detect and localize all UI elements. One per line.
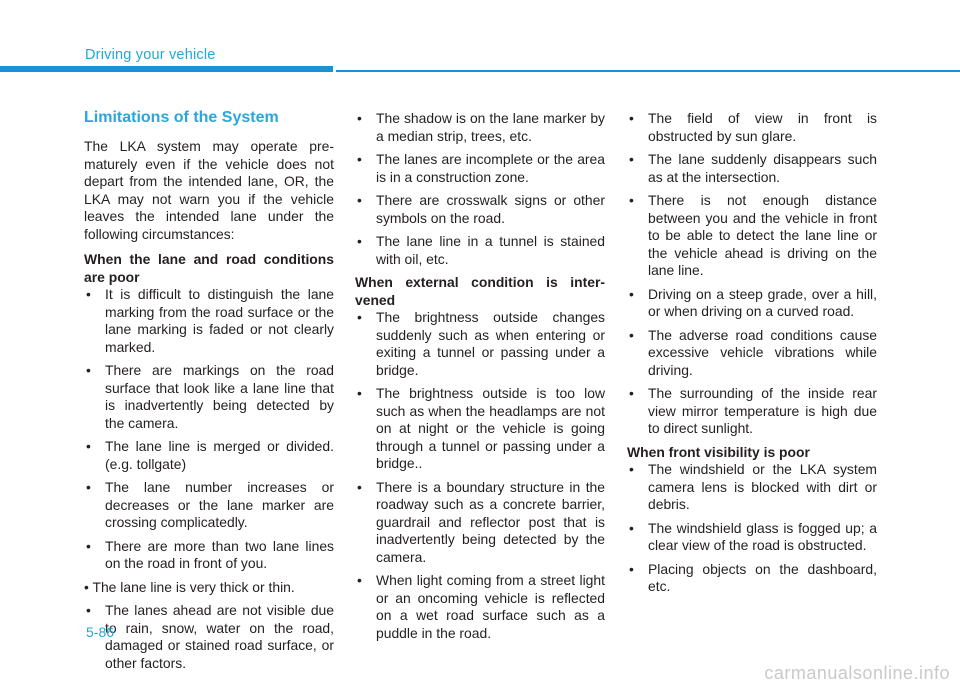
- list-item-text: There is not enough distance between you and the vehicle in front to be able to detect the lane line or the vehicle ahead is driving on the lane line.: [648, 192, 877, 278]
- column-2: [355, 110, 605, 648]
- list-item-text: The lanes are incomplete or the area is in a construction zone.: [376, 151, 605, 185]
- list-item-text: The brightness outside changes suddenly such as when entering or exiting a tunnel or passing under a bridge.: [376, 309, 605, 378]
- list-item-text: The field of view in front is obstructed by sun glare.: [648, 110, 877, 144]
- list-item-text: The brightness outside is too low such as when the headlamps are not on at night or the vehicle is going through a tunnel or passing under a bridge..: [376, 385, 605, 471]
- list-item-text: When light coming from a street light or an oncoming vehicle is reflected on a wet road surface such as a puddle in the road.: [376, 572, 605, 641]
- bullet-list: [627, 461, 877, 596]
- list-item-text: Driving on a steep grade, over a hill, or when driving on a curved road.: [648, 285, 877, 319]
- list-item-text: The lane line in a tunnel is stained with oil, etc.: [376, 233, 605, 267]
- list-item: [627, 461, 877, 514]
- list-item-text: The lane suddenly disappears such as at the intersection.: [648, 151, 877, 185]
- list-item: [84, 438, 334, 473]
- list-item: [84, 538, 334, 573]
- bullet-glyph: •: [629, 385, 634, 401]
- list-item: [355, 233, 605, 268]
- list-item-text: There are markings on the road surface that look like a lane line that is inadvertently being detected by the camera.: [105, 362, 334, 431]
- bullet-glyph: •: [86, 537, 91, 554]
- bullet-glyph: •: [86, 479, 91, 495]
- list-item-text: It is difficult to distinguish the lane marking from the road surface or the lane marking is faded or not clearly marked.: [105, 286, 334, 355]
- list-item: [627, 286, 877, 321]
- list-item-text: The adverse road conditions cause excessive vehicle vibrations while driving.: [648, 326, 877, 378]
- list-item-text: There are more than two lane lines on the road in front of you.: [105, 537, 334, 571]
- bullet-glyph: •: [86, 362, 91, 378]
- list-item: [627, 110, 877, 145]
- subheading-lane-road-conditions: When the lane and road conditions are poor: [84, 251, 334, 285]
- watermark: carmanualsonline.info: [764, 663, 950, 683]
- list-item: [627, 561, 877, 596]
- list-item-unindented: • The lane line is very thick or thin.: [84, 578, 295, 595]
- page-number: 5-86: [86, 624, 115, 640]
- list-item: [355, 110, 605, 145]
- subheading-external-condition: When external condition is intervened: [355, 274, 605, 308]
- bullet-list: [627, 110, 877, 438]
- bullet-list: [84, 602, 334, 672]
- list-item: [84, 602, 334, 672]
- bullet-glyph: •: [86, 438, 91, 454]
- bullet-glyph: •: [629, 461, 634, 477]
- bullet-glyph: •: [357, 151, 362, 167]
- list-item-text: The windshield glass is fogged up; a clear view of the road is obstructed.: [648, 519, 877, 553]
- bullet-glyph: •: [629, 285, 634, 302]
- list-item: [355, 309, 605, 379]
- column-3: [627, 110, 877, 602]
- bullet-glyph: •: [357, 233, 362, 249]
- list-item: [627, 151, 877, 186]
- list-item-text: The lane line is merged or divided. (e.g. tollgate): [105, 438, 334, 472]
- list-item-text: The shadow is on the lane marker by a median strip, trees, etc.: [376, 110, 605, 144]
- subheading-front-visibility: When front visibility is poor: [627, 443, 810, 460]
- list-item-text: The lanes ahead are not visible due to rain, snow, water on the road, damaged or stained road surface, or other factors.: [105, 602, 334, 671]
- bullet-glyph: •: [86, 602, 91, 618]
- bullet-glyph: •: [357, 478, 362, 495]
- header-rule-thin: [336, 70, 960, 72]
- column-1: [84, 108, 334, 678]
- bullet-glyph: •: [629, 519, 634, 536]
- intro-paragraph: The LKA system may operate prematurely even if the vehicle does not depart from the intended lane, OR, the LKA may not warn you if the vehicle leaves the intended lane under the following circumstances:: [84, 138, 334, 242]
- list-item: [627, 520, 877, 555]
- list-item-text: The windshield or the LKA system camera lens is blocked with dirt or debris.: [648, 461, 877, 512]
- list-item: [84, 286, 334, 356]
- list-item-text: The lane number increases or decreases or the lane marker are crossing complicatedly.: [105, 479, 334, 530]
- bullet-glyph: •: [357, 572, 362, 588]
- list-item: [627, 192, 877, 280]
- list-item: [355, 385, 605, 473]
- list-item: [627, 327, 877, 380]
- running-header: Driving your vehicle: [85, 47, 216, 63]
- bullet-glyph: •: [629, 110, 634, 126]
- bullet-glyph: •: [629, 560, 634, 577]
- list-item-text: Placing objects on the dashboard, etc.: [648, 560, 877, 594]
- bullet-glyph: •: [629, 151, 634, 167]
- bullet-glyph: •: [357, 309, 362, 325]
- list-item: [355, 151, 605, 186]
- list-item: [627, 385, 877, 438]
- bullet-glyph: •: [357, 192, 362, 208]
- header-rule-thick: [0, 66, 333, 72]
- bullet-glyph: •: [357, 385, 362, 401]
- bullet-glyph: •: [629, 326, 634, 343]
- bullet-glyph: •: [86, 286, 91, 302]
- list-item: [355, 479, 605, 567]
- list-item-text: The surrounding of the inside rear view mirror temperature is high due to direct sunlight.: [648, 385, 877, 436]
- list-item: [84, 479, 334, 532]
- bullet-glyph: •: [357, 110, 362, 126]
- list-item-text: There are crosswalk signs or other symbols on the road.: [376, 192, 605, 226]
- bullet-glyph: •: [629, 192, 634, 208]
- list-item-text: There is a boundary structure in the roadway such as a concrete barrier, guardrail and reflector post that is inadvertently being detected by the camera.: [376, 478, 605, 565]
- list-item: [355, 192, 605, 227]
- section-title: Limitations of the System: [84, 109, 279, 126]
- bullet-list: [355, 309, 605, 642]
- list-item: [84, 362, 334, 432]
- list-item: [355, 572, 605, 642]
- bullet-list: [355, 110, 605, 268]
- bullet-list: [84, 286, 334, 573]
